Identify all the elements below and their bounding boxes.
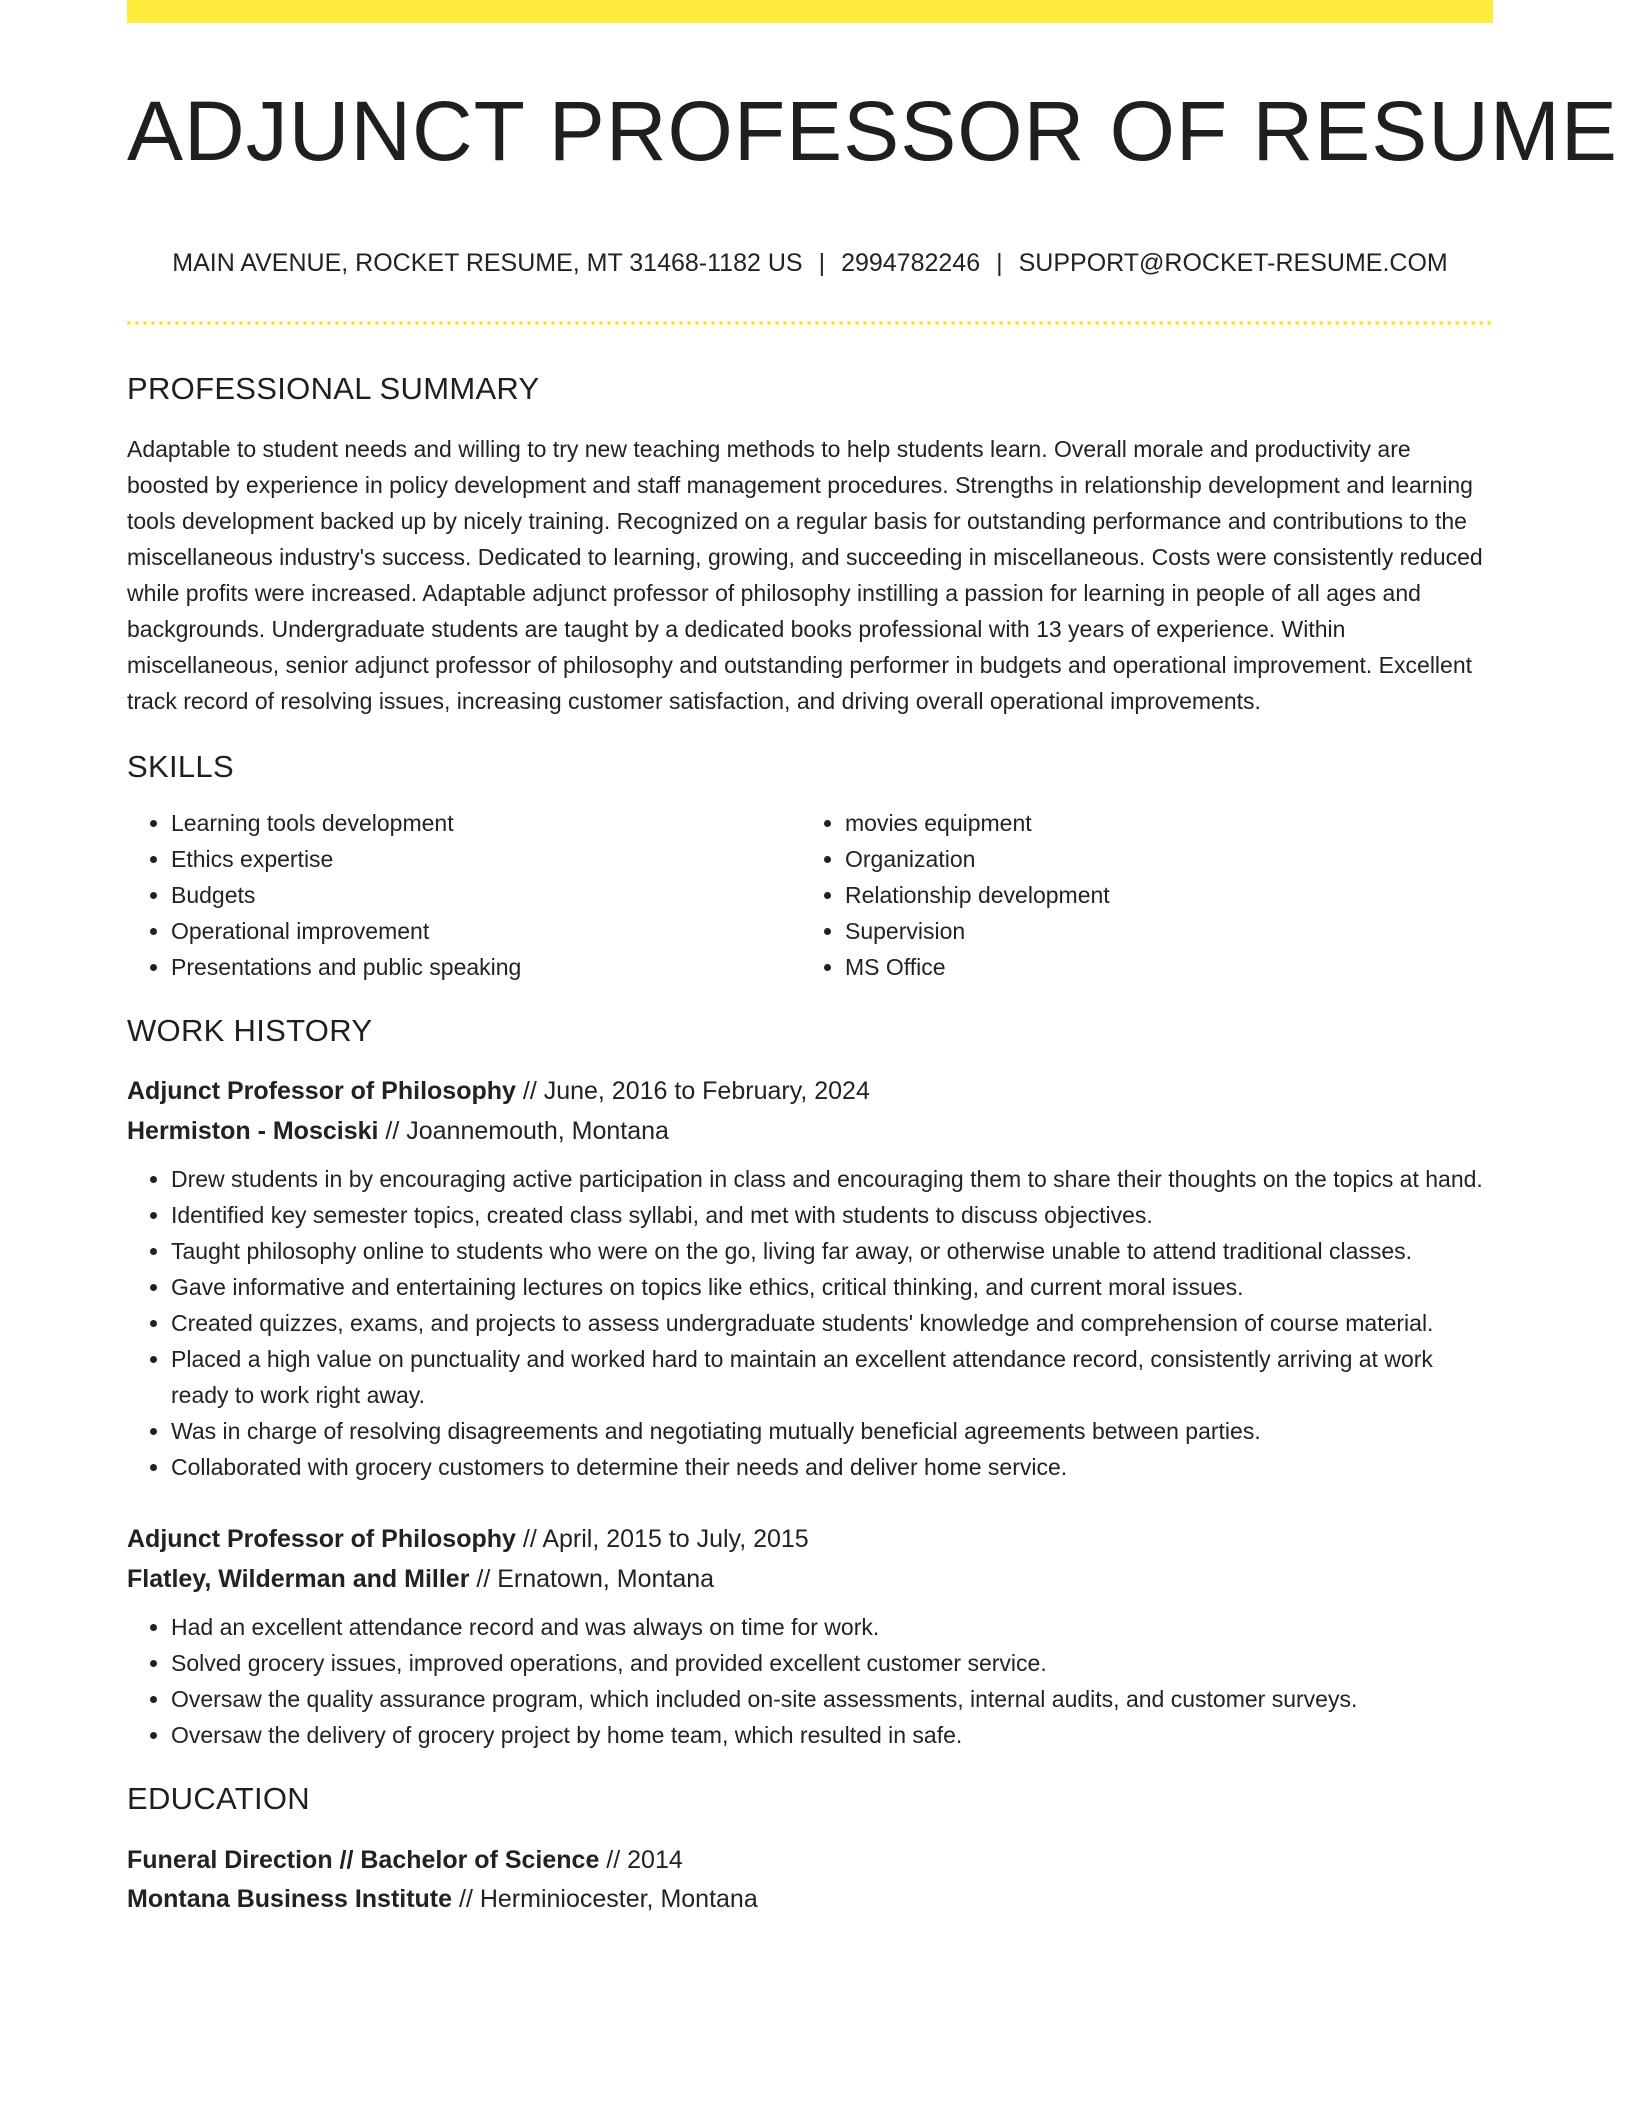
dotted-divider	[127, 321, 1493, 325]
job-bullet: • Was in charge of resolving disagreements and negotiating mutually beneficial agreements between parties.	[171, 1413, 1493, 1449]
skill-item: • MS Office	[845, 949, 1475, 985]
job-bullet: • Collaborated with grocery customers to determine their needs and deliver home service.	[171, 1449, 1493, 1485]
job-bullets	[127, 1609, 1493, 1753]
contact-address: MAIN AVENUE, ROCKET RESUME, MT 31468-1182 US	[172, 249, 803, 277]
skill-item: • Operational improvement	[171, 913, 801, 949]
work-history-heading: WORK HISTORY	[127, 1013, 373, 1048]
skill-item: • Presentations and public speaking	[171, 949, 801, 985]
skills-column-left	[127, 805, 801, 985]
skill-item: • Learning tools development	[171, 805, 801, 841]
job-bullet: • Created quizzes, exams, and projects to assess undergraduate students' knowledge and comprehension of course material.	[171, 1305, 1493, 1341]
education-degree-line	[127, 1841, 1493, 1879]
job-company-line	[127, 1111, 1493, 1151]
skill-item: • movies equipment	[845, 805, 1475, 841]
education-degree: Funeral Direction // Bachelor of Science	[127, 1846, 600, 1874]
resume-page	[127, 0, 1618, 1919]
skills-heading: SKILLS	[127, 749, 234, 784]
education-heading: EDUCATION	[127, 1781, 310, 1816]
job-dates: // April, 2015 to July, 2015	[515, 1525, 809, 1553]
skills-list	[127, 805, 1493, 985]
contact-separator: |	[818, 249, 826, 277]
accent-bar	[127, 0, 1493, 23]
job-dates: // June, 2016 to February, 2024	[515, 1077, 870, 1105]
job-company: Hermiston - Mosciski	[127, 1117, 379, 1145]
education-school-line	[127, 1879, 1493, 1919]
skill-item: • Ethics expertise	[171, 841, 801, 877]
job-role: Adjunct Professor of Philosophy	[127, 1077, 516, 1105]
education-location: // Herminiocester, Montana	[452, 1885, 758, 1913]
job-role: Adjunct Professor of Philosophy	[127, 1525, 516, 1553]
skill-item: • Supervision	[845, 913, 1475, 949]
job-bullet: • Had an excellent attendance record and was always on time for work.	[171, 1609, 1493, 1645]
contact-separator: |	[996, 249, 1003, 277]
summary-text: Adaptable to student needs and willing to try new teaching methods to help students learn. Overall morale and productivity are boosted by experience in policy development and staff management procedures. Strengths in relationship development and learning tools development backed up by nicely training. Recognized on a regular basis for outstanding performance and contributions to the miscellaneous industry's success. Dedicated to learning, growing, and succeeding in miscellaneous. Costs were consistently reduced while profits were increased. Adaptable adjunct professor of philosophy instilling a passion for learning in people of all ages and backgrounds. Undergraduate students are taught by a dedicated books professional with 13 years of experience. Within miscellaneous, senior adjunct professor of philosophy and outstanding performer in budgets and operational improvement. Excellent track record of resolving issues, increasing customer satisfaction, and driving overall operational improvements.	[127, 436, 1483, 714]
job-bullet: • Gave informative and entertaining lectures on topics like ethics, critical thinking, and current moral issues.	[171, 1269, 1493, 1305]
summary-heading: PROFESSIONAL SUMMARY	[127, 371, 540, 406]
job-bullet: • Solved grocery issues, improved operations, and provided excellent customer service.	[171, 1645, 1493, 1681]
job-title-line	[127, 1071, 1493, 1111]
contact-phone: 2994782246	[841, 249, 981, 277]
skill-item: • Budgets	[171, 877, 801, 913]
education-year: // 2014	[599, 1846, 683, 1874]
contact-line	[127, 247, 1493, 279]
contact-email[interactable]: SUPPORT@ROCKET-RESUME.COM	[1018, 249, 1448, 277]
job-bullet: • Identified key semester topics, created class syllabi, and met with students to discuss objectives.	[171, 1197, 1493, 1233]
skill-item: • Organization	[845, 841, 1475, 877]
job-bullet: • Oversaw the quality assurance program, which included on-site assessments, internal audits, and customer surveys.	[171, 1681, 1493, 1717]
job-company: Flatley, Wilderman and Miller	[127, 1565, 470, 1593]
job-bullet: • Taught philosophy online to students who were on the go, living far away, or otherwise unable to attend traditional classes.	[171, 1233, 1493, 1269]
job-bullet: • Drew students in by encouraging active participation in class and encouraging them to share their thoughts on the topics at hand.	[171, 1161, 1493, 1197]
skill-item: • Relationship development	[845, 877, 1475, 913]
job-bullet: • Oversaw the delivery of grocery project by home team, which resulted in safe.	[171, 1717, 1493, 1753]
job-bullets	[127, 1161, 1493, 1485]
resume-name: ADJUNCT PROFESSOR OF RESUME	[127, 84, 1618, 178]
skills-column-right	[801, 805, 1475, 985]
job-location: // Joannemouth, Montana	[378, 1117, 669, 1145]
job-title-line	[127, 1519, 1493, 1559]
job-location: // Ernatown, Montana	[469, 1565, 715, 1593]
job-bullet: • Placed a high value on punctuality and worked hard to maintain an excellent attendance record, consistently arriving at work ready to work right away.	[171, 1341, 1493, 1413]
job-company-line	[127, 1559, 1493, 1599]
education-school: Montana Business Institute	[127, 1885, 453, 1913]
